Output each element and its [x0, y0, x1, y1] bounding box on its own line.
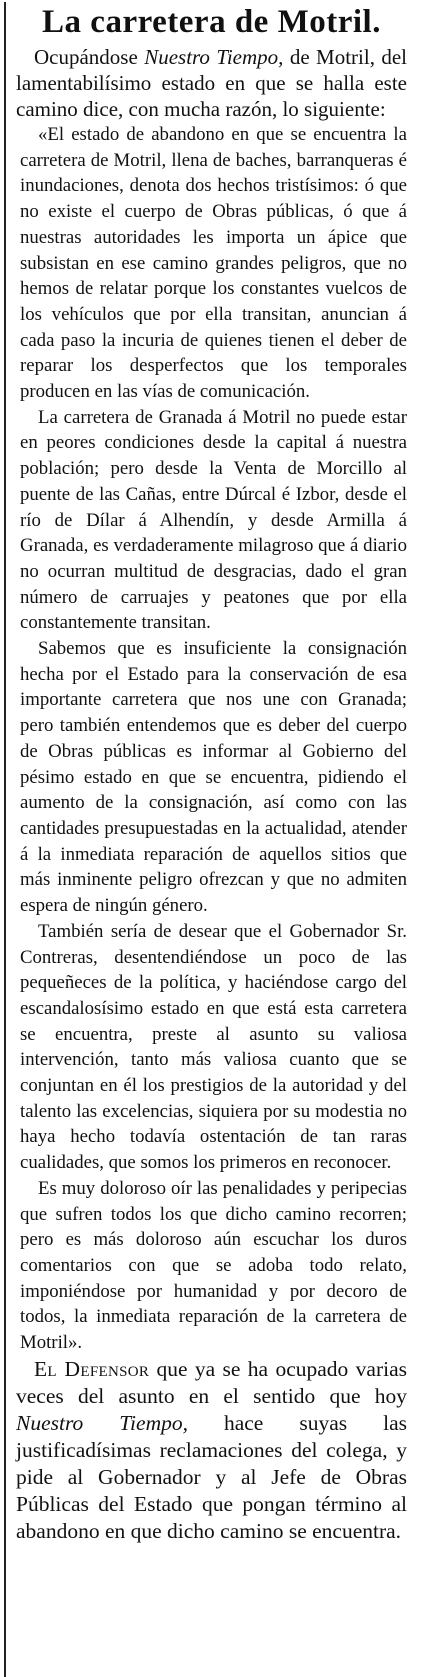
quote-paragraph-2: La carretera de Granada á Motril no puede estar en peores condiciones desde la capital á nuestra población; pero desde la Venta de Morcillo al puente de las Cañas, entre Dúrcal é Izbor, desde el río de Dílar á Alhendín, y desde Armilla á Granada, es verdaderamente milagroso que á diario no ocurran multitud de desgracias, dado el gran número de carruajes y peatones que por ella constantemente transitan. [20, 406, 407, 634]
newspaper-name: El Defensor [34, 1356, 150, 1381]
closing-source-name: Nuestro Tiempo, [16, 1410, 188, 1435]
quote-paragraph-1: «El estado de abandono en que se encuentra la carretera de Motril, llena de baches, barranqueras é inundaciones, denota dos hechos tristísimos: ó que no existe el cuerpo de Obras públicas, ó que á nuestras autoridades les importa un ápice que subsistan en ese camino grandes peligros, que no hemos de relatar porque los constantes vuelcos de los vehículos que por ella transitan, anuncian á cada paso la incuria de quienes tienen el deber de reparar los desperfectos que los temporales producen en las vías de comunicación. [20, 124, 407, 403]
intro-text-end: de Motril, del lamentabilísimo estado en que se halla este camino dice, con mucha razón, lo siguiente: [16, 45, 407, 121]
intro-text-start: Ocupándose [34, 45, 145, 69]
quote-paragraph-3: Sabemos que es insuficiente la consignación hecha por el Estado para la conservación de esa importante carretera que nos une con Granada; pero también entendemos que es deber del cuerpo de Obras públicas es informar al Gobierno del pésimo estado en que se encuentra, pidiendo el aumento de la consignación, así como con las cantidades presupuestadas en la actualidad, atender á la inmediata reparación de aquellos sitios que más inminente peligro ofrezcan y que no admiten espera de ningún género. [20, 638, 407, 917]
intro-paragraph [16, 44, 407, 122]
quote-paragraph-4: También sería de desear que el Gobernador Sr. Contreras, desentendiéndose un poco de las pequeñeces de la política, y haciéndose cargo del escandalosísimo estado en que está esta carretera se encuentra, preste al asunto su valiosa intervención, tanto más valiosa cuanto que se conjuntan en él los prestigios de la autoridad y del talento las excelencias, siquiera por su modestia no haya hecho todavía ostentación de tan raras cualidades, que somos los primeros en reconocer. [20, 920, 407, 1174]
article-headline: La carretera de Motril. [42, 4, 381, 40]
column-rule [4, 2, 6, 1677]
quote-paragraph-5: Es muy doloroso oír las penalidades y peripecias que sufren todos los que dicho camino recorren; pero es más doloroso aún escuchar los duros comentarios con que se adoba todo relato, imponiéndose por humanidad y por decoro de todos, la inmediata reparación de la carretera de Motril». [20, 1177, 407, 1354]
closing-paragraph [16, 1356, 407, 1545]
closing-text-start: que ya se ha ocupado varias veces del asunto en el sentido que hoy [16, 1356, 407, 1408]
source-name: Nuestro Tiempo, [144, 45, 284, 69]
closing-text-end: hace suyas las justificadísimas reclamaciones del colega, y pide al Gobernador y al Jefe de Obras Públicas del Estado que pongan término al abandono en que dicho camino se encuentra. [16, 1410, 407, 1543]
